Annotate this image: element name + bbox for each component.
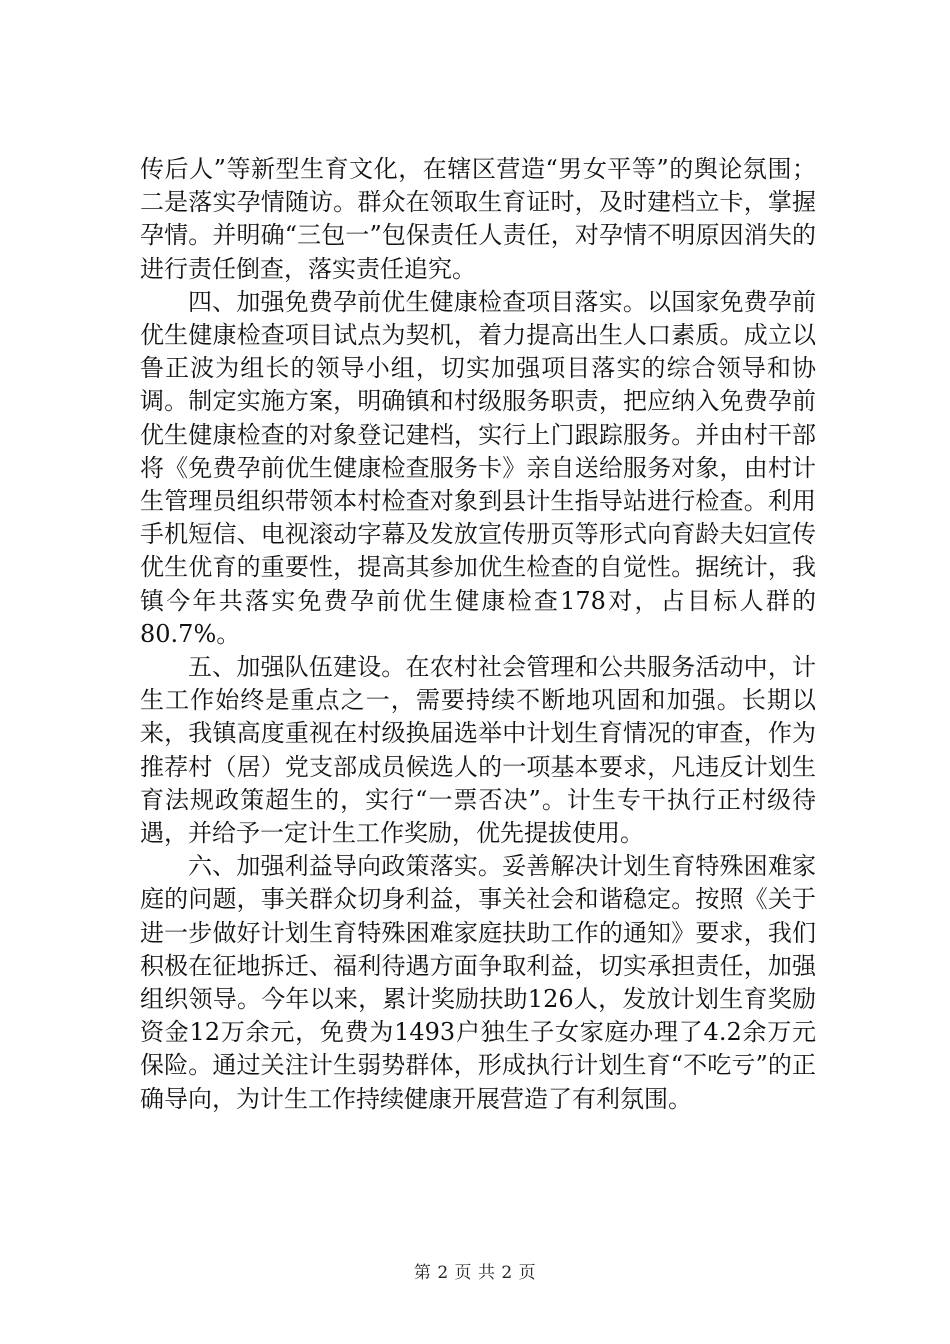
page-number-label: 第 2 页 共 2 页 <box>413 1263 537 1283</box>
paragraph-1: 传后人”等新型生育文化，在辖区营造“男女平等”的舆论氛围；二是落实孕情随访。群众在领取生育证时，及时建档立卡，掌握孕情。并明确“三包一”包保责任人责任，对孕情不明原因消失的进行责任倒查，落实责任追究。 <box>140 155 816 283</box>
document-body <box>140 153 816 1116</box>
paragraph-3: 五、加强队伍建设。在农村社会管理和公共服务活动中，计生工作始终是重点之一，需要持续不断地巩固和加强。长期以来，我镇高度重视在村级换届选举中计划生育情况的审查，作为推荐村（居）党支部成员候选人的一项基本要求，凡违反计划生育法规政策超生的，实行“一票否决”。计生专干执行正村级待遇，并给予一定计生工作奖励，优先提拔使用。 <box>140 653 816 848</box>
paragraph-4: 六、加强利益导向政策落实。妥善解决计划生育特殊困难家庭的问题，事关群众切身利益，事关社会和谐稳定。按照《关于进一步做好计划生育特殊困难家庭扶助工作的通知》要求，我们积极在征地拆迁、福利待遇方面争取利益，切实承担责任，加强组织领导。今年以来，累计奖励扶助126人，发放计划生育奖励资金12万余元，免费为1493户独生子女家庭办理了4.2余万元保险。通过关注计生弱势群体，形成执行计划生育“不吃亏”的正确导向，为计生工作持续健康开展营造了有利氛围。 <box>140 852 816 1113</box>
paragraph-2: 四、加强免费孕前优生健康检查项目落实。以国家免费孕前优生健康检查项目试点为契机，着力提高出生人口素质。成立以鲁正波为组长的领导小组，切实加强项目落实的综合领导和协调。制定实施方案，明确镇和村级服务职责，把应纳入免费孕前优生健康检查的对象登记建档，实行上门跟踪服务。并由村干部将《免费孕前优生健康检查服务卡》亲自送给服务对象，由村计生管理员组织带领本村检查对象到县计生指导站进行检查。利用手机短信、电视滚动字幕及发放宣传册页等形式向育龄夫妇宣传优生优育的重要性，提高其参加优生检查的自觉性。据统计，我镇今年共落实免费孕前优生健康检查178对，占目标人群的80.7%。 <box>140 287 816 648</box>
page-footer <box>0 1258 950 1283</box>
